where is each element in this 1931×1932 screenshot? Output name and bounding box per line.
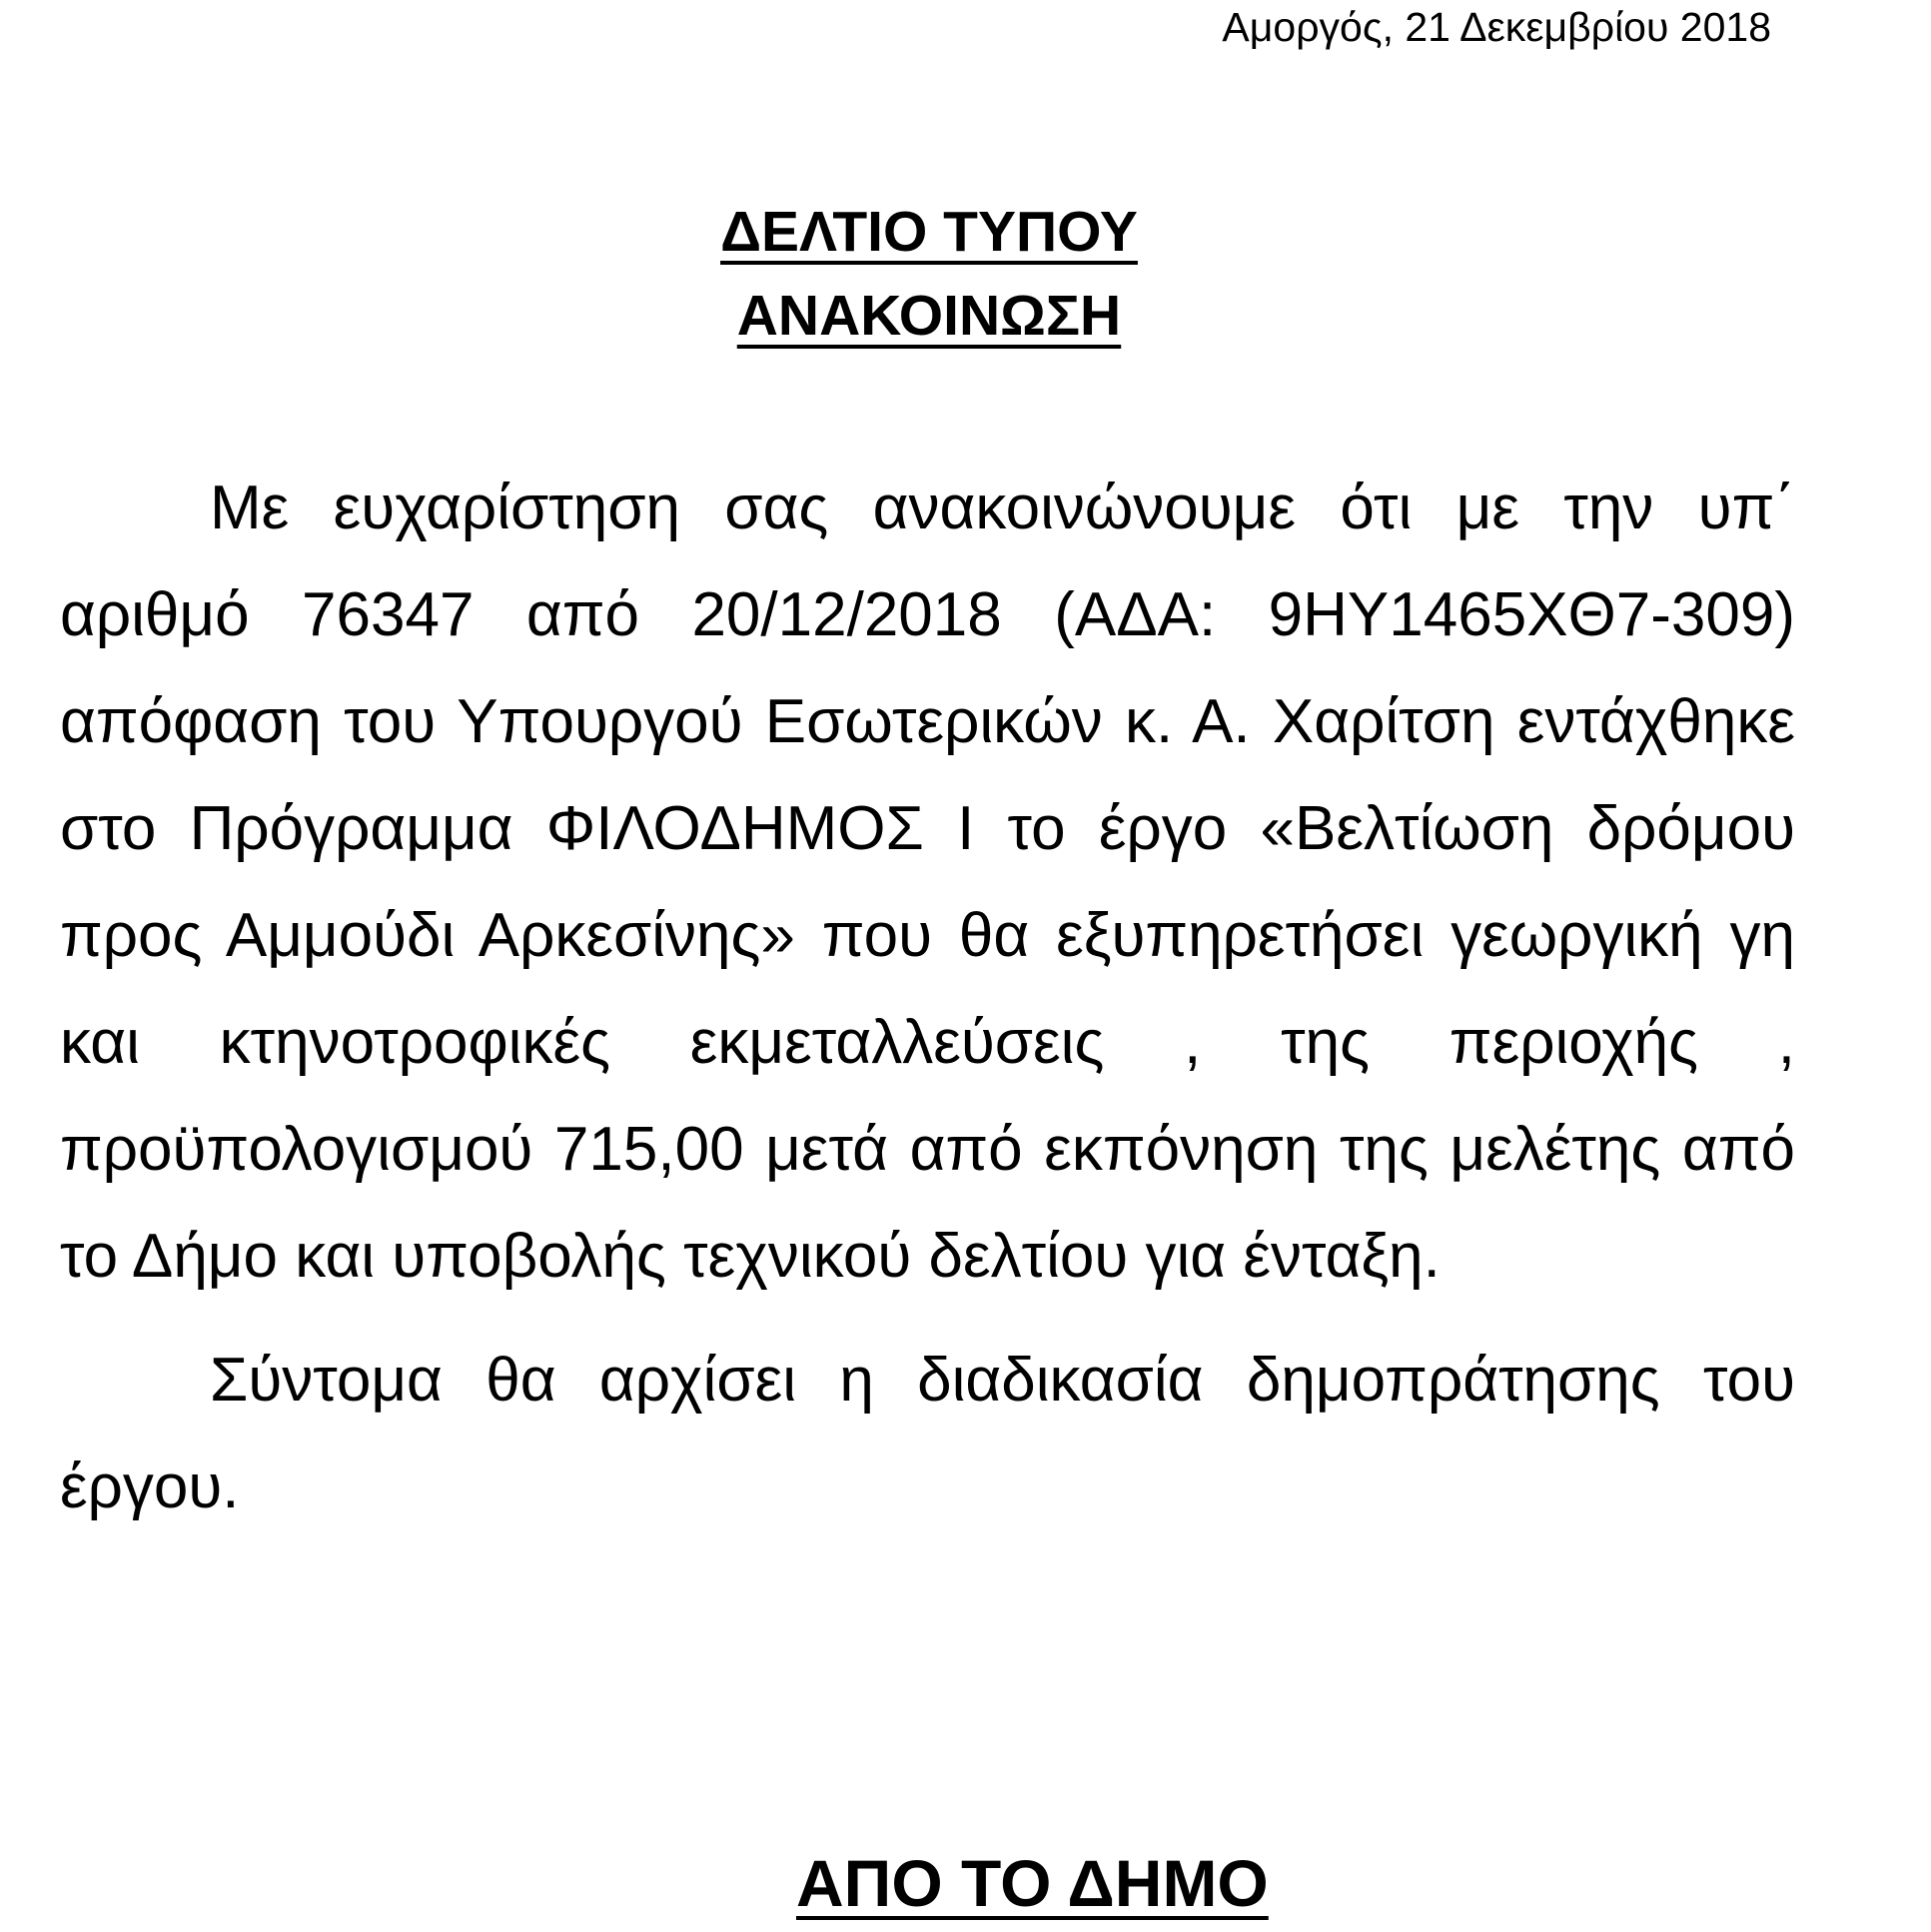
- signature-line: ΑΠΟ ΤΟ ΔΗΜΟ: [796, 1846, 1269, 1920]
- title-announcement: ΑΝΑΚΟΙΝΩΣΗ: [736, 284, 1122, 348]
- title-press-release: ΔΕΛΤΙΟ ΤΥΠΟΥ: [720, 200, 1138, 264]
- document-date: Αμοργός, 21 Δεκεμβρίου 2018: [1222, 4, 1771, 50]
- body-paragraph: Με ευχαρίστηση σας ανακοινώνουμε ότι με την υπ΄ αριθμό 76347 από 20/12/2018 (ΑΔΑ: 9ΗΥ1465ΧΘ7-309) απόφαση του Υπουργού Εσωτερικών κ. Α. Χαρίτση εντάχθηκε στο Πρόγραμμα ΦΙΛΟΔΗΜΟΣ Ι το έργο «Βελτίωση δρόμου προς Αμμούδι Αρκεσίνης» που θα εξυπηρετήσει γεωργική γη και κτηνοτροφικές εκμεταλλεύσεις , της περιοχής , προϋπολογισμού 715,00 μετά από εκπόνηση της μελέτης από το Δήμο και υποβολής τεχνικού δελτίου για ένταξη.: [60, 474, 1795, 1291]
- document-title: [0, 190, 1858, 358]
- document-body: [60, 455, 1795, 1540]
- body-paragraph: Σύντομα θα αρχίσει η διαδικασία δημοπράτησης του έργου.: [60, 1346, 1795, 1521]
